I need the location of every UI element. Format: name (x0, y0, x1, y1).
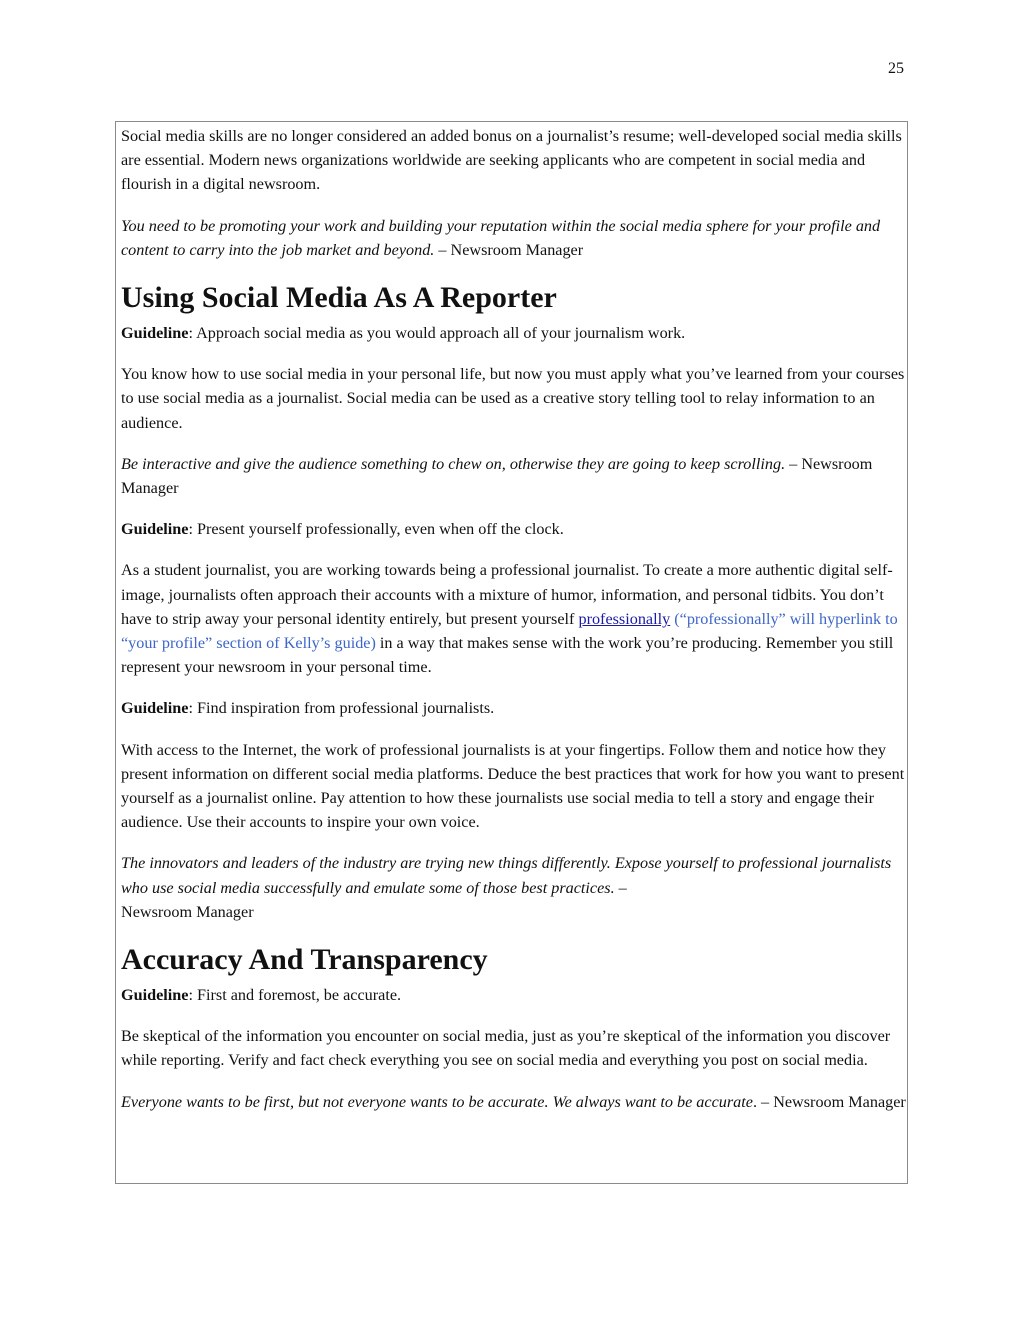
quote-accurate (121, 1090, 907, 1114)
guideline-text: : Approach social media as you would approach all of your journalism work. (188, 324, 686, 343)
content-frame (115, 121, 908, 1184)
guideline-label: Guideline (121, 986, 189, 1005)
hyperlink-note: (“professionally” will hyperlink to “your profile” section of Kelly’s guide) (121, 609, 898, 653)
paragraph-personal-life: You know how to use social media in your personal life, but now you must apply what you’ve learned from your courses to use social media as a journalist. Social media can be used as a creative story telling tool to relay information to an audience. (121, 365, 905, 432)
guideline-label: Guideline (121, 520, 189, 539)
guideline-professional (121, 517, 907, 541)
guideline-label: Guideline (121, 699, 189, 718)
intro-quote (121, 214, 907, 262)
page-number: 25 (888, 60, 904, 77)
quote-innovators-attribution: Newsroom Manager (121, 902, 254, 921)
paragraph-student-journalist (121, 558, 907, 679)
paragraph-skeptical: Be skeptical of the information you encounter on social media, just as you’re skeptical of the information you discover while reporting. Verify and fact check everything you see on social media and everything you post on social media. (121, 1027, 891, 1070)
guideline-text: : Find inspiration from professional journalists. (188, 699, 495, 718)
quote-accurate-attribution: . – Newsroom Manager (752, 1092, 906, 1111)
heading-using-social-media: Using Social Media As A Reporter (121, 281, 557, 315)
quote-interactive-text: Be interactive and give the audience something to chew on, otherwise they are going to keep scrolling. (121, 454, 786, 473)
guideline-accurate (121, 983, 907, 1007)
quote-innovators (121, 851, 907, 924)
guideline-text: : Present yourself professionally, even when off the clock. (188, 520, 564, 539)
quote-interactive (121, 452, 907, 500)
quote-accurate-text: Everyone wants to be first, but not everyone wants to be accurate. We always want to be accurate (121, 1092, 753, 1111)
intro-paragraph: Social media skills are no longer considered an added bonus on a journalist’s resume; well-developed social media skills are essential. Modern news organizations worldwide are seeking applicants who are competent in social media and flourish in a digital newsroom. (121, 127, 902, 194)
heading-accuracy-transparency: Accuracy And Transparency (121, 943, 488, 977)
paragraph-internet-access: With access to the Internet, the work of professional journalists is at your fingertips. Follow them and notice how they present information on different social media platforms. Deduce the best practices that work for how you want to present yourself as a journalist online. Pay attention to how these journalists use social media to tell a story and engage their audience. Use their accounts to inspire your own voice. (121, 740, 905, 832)
paragraph-text-after-link: in a way that makes sense with the work you’re producing. Remember you still represent your newsroom in your personal time. (121, 634, 894, 677)
paragraph-text-before-link: As a student journalist, you are working towards being a professional journalist. To create a more authentic digital self-image, journalists often approach their accounts with a mixture of humor, information, and personal tidbits. You don’t have to strip away your personal identity entirely, but present yourself (121, 561, 893, 628)
quote-innovators-text: The innovators and leaders of the industry are trying new things differently. Expose yourself to professional journalists who use social media successfully and emulate some of those best practices. – (121, 854, 892, 897)
intro-quote-text: You need to be promoting your work and building your reputation within the social media sphere for your profile and content to carry into the job market and beyond. (121, 216, 881, 259)
guideline-approach (121, 321, 907, 345)
professionally-link[interactable]: professionally (578, 609, 671, 628)
guideline-inspiration (121, 696, 907, 720)
quote-interactive-attribution: – Newsroom Manager (121, 454, 873, 498)
guideline-label: Guideline (121, 324, 189, 343)
intro-quote-attribution: – Newsroom Manager (434, 240, 584, 259)
guideline-text: : First and foremost, be accurate. (188, 986, 402, 1005)
